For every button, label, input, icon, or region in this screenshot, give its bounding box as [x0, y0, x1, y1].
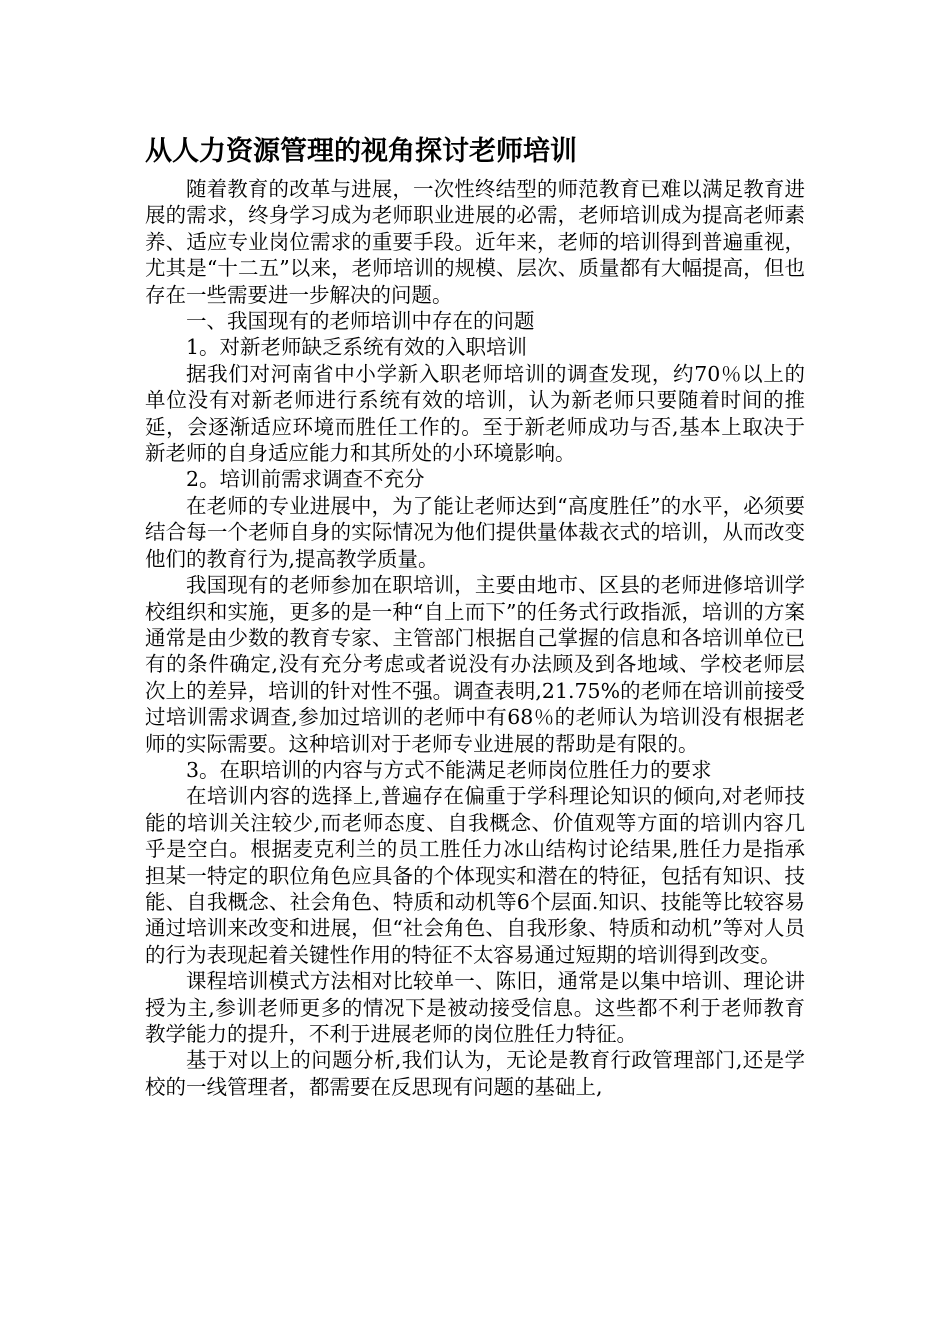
- paragraph-survey: 据我们对河南省中小学新入职老师培训的调查发现，约70％以上的单位没有对新老师进行系统有效的培训，认为新老师只要随着时间的推延，会逐渐适应环境而胜任工作的。至于新老师成功与否,基本上取决于新老师的自身适应能力和其所处的小环境影响。: [145, 361, 805, 466]
- paragraph-course-mode: 课程培训模式方法相对比较单一、陈旧，通常是以集中培训、理论讲授为主,参训老师更多的情况下是被动接受信息。这些都不利于老师教育教学能力的提升，不利于进展老师的岗位胜任力特征。: [145, 969, 805, 1046]
- subheading-2: 2。培训前需求调查不充分: [186, 467, 425, 492]
- document-title: 从人力资源管理的视角探讨老师培训: [145, 136, 577, 167]
- document-page: [145, 128, 805, 1100]
- paragraph-intro: 随着教育的改革与进展，一次性终结型的师范教育已难以满足教育进展的需求，终身学习成为老师职业进展的必需，老师培训成为提高老师素养、适应专业岗位需求的重要手段。近年来，老师的培训得到普遍重视，尤其是“十二五”以来，老师培训的规模、层次、质量都有大幅提高，但也存在一些需要进一步解决的问题。: [145, 177, 805, 307]
- paragraph-content-selection: 在培训内容的选择上,普遍存在偏重于学科理论知识的倾向,对老师技能的培训关注较少,而老师态度、自我概念、价值观等方面的培训内容几乎是空白。根据麦克利兰的员工胜任力冰山结构讨论结果,胜任力是指承担某一特定的职位角色应具备的个体现实和潜在的特征，包括有知识、技能、自我概念、社会角色、特质和动机等6个层面.知识、技能等比较容易通过培训来改变和进展，但“社会角色、自我形象、特质和动机”等对人员的行为表现起着关键性作用的特征不太容易通过短期的培训得到改变。: [145, 784, 805, 967]
- paragraph-competence: 在老师的专业进展中，为了能让老师达到“高度胜任”的水平，必须要结合每一个老师自身的实际情况为他们提供量体裁衣式的培训，从而改变他们的教育行为,提高教学质量。: [145, 493, 805, 571]
- paragraph-current-training: 我国现有的老师参加在职培训，主要由地市、区县的老师进修培训学校组织和实施，更多的是一种“自上而下”的任务式行政指派，培训的方案通常是由少数的教育专家、主管部门根据自己掌握的信息和各培训单位已有的条件确定,没有充分考虑或者说没有办法顾及到各地域、学校老师层次上的差异，培训的针对性不强。调查表明,21.75%的老师在培训前接受过培训需求调查,参加过培训的老师中有68％的老师认为培训没有根据老师的实际需要。这种培训对于老师专业进展的帮助是有限的。: [145, 573, 805, 756]
- paragraph-conclusion: 基于对以上的问题分析,我们认为，无论是教育行政管理部门,还是学校的一线管理者，都需要在反思现有问题的基础上,: [145, 1048, 805, 1099]
- subheading-1: 1。对新老师缺乏系统有效的入职培训: [186, 335, 528, 360]
- section-heading-problems: 一、我国现有的老师培训中存在的问题: [186, 309, 535, 334]
- subheading-3: 3。在职培训的内容与方式不能满足老师岗位胜任力的要求: [186, 757, 712, 782]
